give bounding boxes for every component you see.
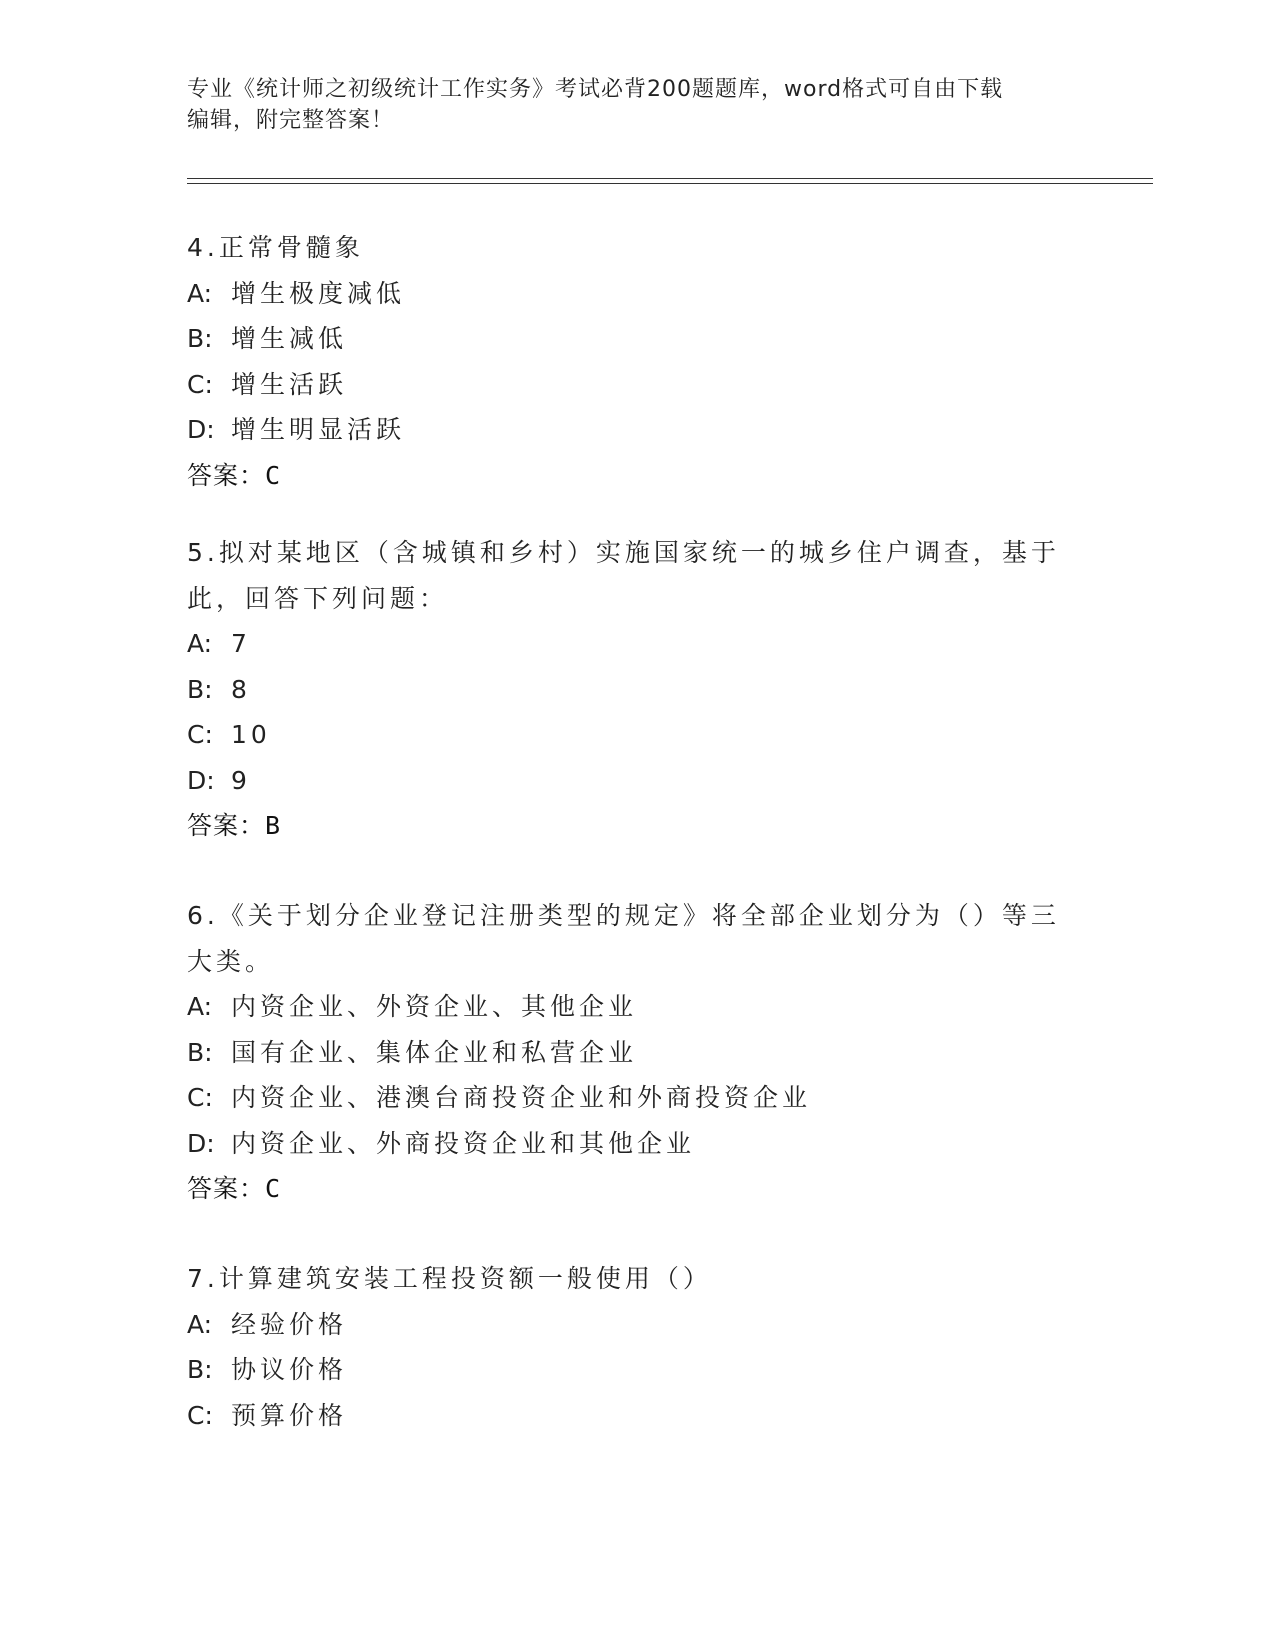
answer-label: 答案：: [187, 1174, 266, 1203]
answer-line: [187, 803, 1067, 849]
option-text: 9: [231, 765, 251, 795]
question-6: [187, 893, 1067, 1212]
option-c: [187, 1075, 1067, 1121]
option-text: 增生明显活跃: [231, 415, 406, 444]
option-b: [187, 316, 1067, 362]
option-c: [187, 1393, 1067, 1439]
option-text: 内资企业、外商投资企业和其他企业: [231, 1128, 696, 1158]
option-d: [187, 758, 1067, 804]
option-key: B:: [187, 674, 213, 704]
answer-value: C: [265, 460, 282, 490]
option-key: D:: [187, 765, 215, 795]
question-4: [187, 225, 1067, 498]
answer-line: [187, 453, 1067, 499]
option-a: [187, 271, 1067, 317]
option-c: [187, 362, 1067, 408]
option-text: 协议价格: [231, 1355, 348, 1384]
question-stem: 5.拟对某地区（含城镇和乡村）实施国家统一的城乡住户调查，基于此，回答下列问题：: [187, 538, 1060, 613]
option-key: C:: [187, 1400, 213, 1430]
question-stem: 7.计算建筑安装工程投资额一般使用（）: [187, 1264, 712, 1293]
option-key: C:: [187, 1083, 213, 1112]
option-d: [187, 407, 1067, 453]
question-stem: 4.正常骨髓象: [187, 233, 364, 262]
header-divider-bottom: [187, 183, 1153, 184]
option-key: C:: [187, 720, 213, 749]
option-text: 10: [231, 720, 271, 749]
option-d: [187, 1121, 1067, 1167]
option-key: B:: [187, 1355, 213, 1384]
answer-line: [187, 1166, 1067, 1212]
option-text: 国有企业、集体企业和私营企业: [231, 1037, 638, 1067]
document-header: [187, 74, 1067, 136]
question-5: [187, 530, 1067, 849]
option-text: 增生活跃: [231, 369, 348, 399]
option-key: B:: [187, 324, 213, 353]
option-key: C:: [187, 369, 213, 399]
option-key: A:: [187, 278, 213, 308]
answer-value: C: [265, 1174, 282, 1203]
option-text: 经验价格: [231, 1309, 348, 1339]
answer-value: B: [265, 811, 282, 840]
answer-label: 答案：: [187, 811, 266, 840]
option-text: 增生减低: [231, 324, 348, 353]
option-b: [187, 667, 1067, 713]
option-c: [187, 712, 1067, 758]
header-divider-top: [187, 178, 1153, 179]
option-b: [187, 1347, 1067, 1393]
header-line-2: 编辑，附完整答案！: [187, 108, 395, 133]
option-a: [187, 984, 1067, 1030]
header-line-1: 专业《统计师之初级统计工作实务》考试必背200题题库，word格式可自由下载: [187, 77, 1004, 102]
option-a: [187, 1302, 1067, 1348]
option-a: [187, 621, 1067, 667]
option-b: [187, 1030, 1067, 1076]
question-7: [187, 1256, 1067, 1438]
option-text: 预算价格: [231, 1400, 348, 1430]
option-key: D:: [187, 415, 215, 444]
option-key: A:: [187, 992, 213, 1021]
option-key: D:: [187, 1128, 215, 1158]
option-text: 内资企业、外资企业、其他企业: [231, 992, 638, 1021]
option-key: A:: [187, 629, 213, 658]
answer-label: 答案：: [187, 460, 266, 490]
option-key: B:: [187, 1037, 213, 1067]
question-stem: 6.《关于划分企业登记注册类型的规定》将全部企业划分为（）等三大类。: [187, 901, 1060, 976]
option-text: 8: [231, 674, 251, 704]
option-text: 7: [231, 629, 251, 658]
option-text: 增生极度减低: [231, 278, 406, 308]
option-key: A:: [187, 1309, 213, 1339]
option-text: 内资企业、港澳台商投资企业和外商投资企业: [231, 1083, 812, 1112]
